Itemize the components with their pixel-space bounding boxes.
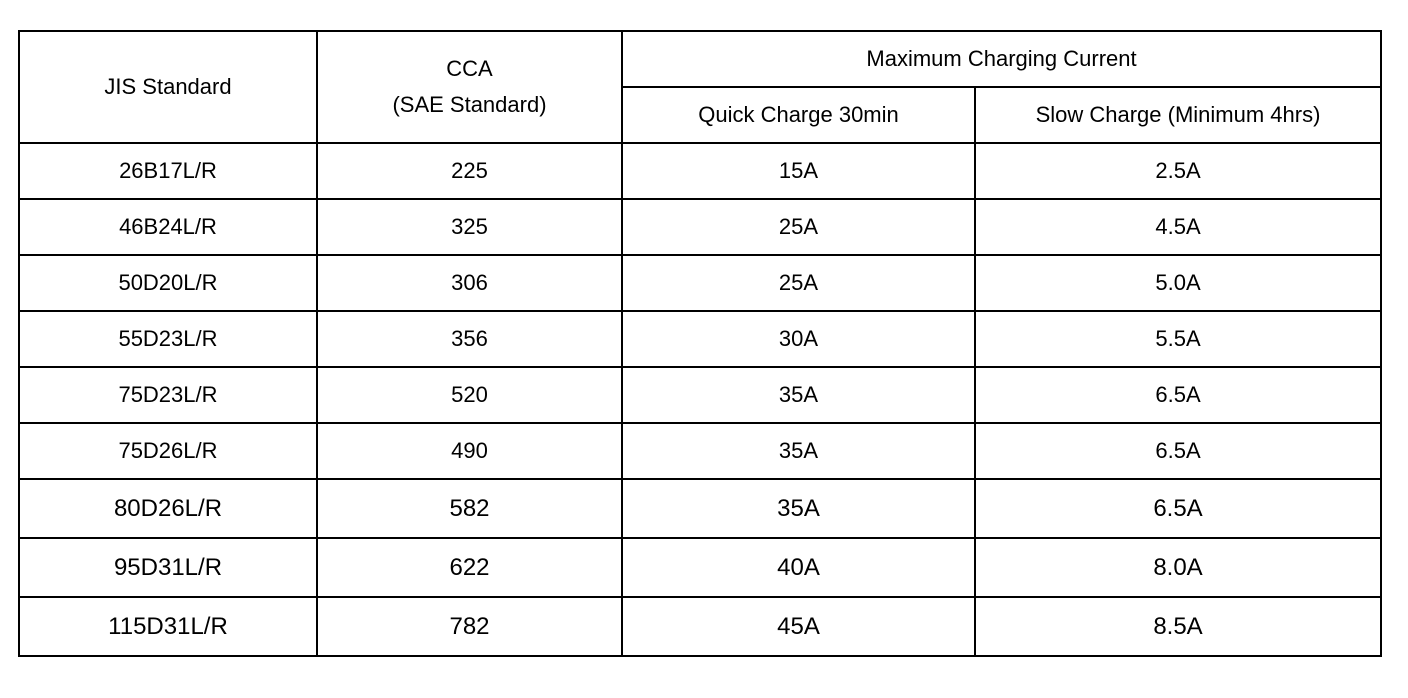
jis-cell: 95D31L/R: [19, 538, 317, 597]
quick-charge-cell: 30A: [622, 311, 975, 367]
cca-header-line2: (SAE Standard): [392, 92, 547, 117]
quick-charge-cell: 35A: [622, 367, 975, 423]
slow-charge-cell: 8.5A: [975, 597, 1381, 656]
slow-charge-cell: 4.5A: [975, 199, 1381, 255]
cca-cell: 490: [317, 423, 622, 479]
cca-header-line1: CCA: [446, 56, 493, 81]
battery-spec-table: [18, 30, 1382, 657]
slow-charge-cell: 2.5A: [975, 143, 1381, 199]
quick-charge-cell: 35A: [622, 423, 975, 479]
table-row: [19, 199, 1381, 255]
jis-cell: 55D23L/R: [19, 311, 317, 367]
table-row: [19, 597, 1381, 656]
jis-cell: 80D26L/R: [19, 479, 317, 538]
quick-charge-header: Quick Charge 30min: [622, 87, 975, 143]
slow-charge-cell: 5.5A: [975, 311, 1381, 367]
jis-standard-header: JIS Standard: [19, 31, 317, 143]
slow-charge-cell: 5.0A: [975, 255, 1381, 311]
cca-header: [317, 31, 622, 143]
cca-cell: 622: [317, 538, 622, 597]
cca-cell: 306: [317, 255, 622, 311]
quick-charge-cell: 40A: [622, 538, 975, 597]
max-charging-current-header: Maximum Charging Current: [622, 31, 1381, 87]
cca-cell: 582: [317, 479, 622, 538]
header-row: [19, 31, 1381, 87]
table-row: [19, 143, 1381, 199]
slow-charge-cell: 6.5A: [975, 423, 1381, 479]
quick-charge-cell: 15A: [622, 143, 975, 199]
quick-charge-cell: 25A: [622, 255, 975, 311]
table-row: [19, 423, 1381, 479]
cca-cell: 225: [317, 143, 622, 199]
table-row: [19, 538, 1381, 597]
cca-cell: 325: [317, 199, 622, 255]
jis-cell: 26B17L/R: [19, 143, 317, 199]
quick-charge-cell: 45A: [622, 597, 975, 656]
slow-charge-cell: 6.5A: [975, 479, 1381, 538]
slow-charge-header: Slow Charge (Minimum 4hrs): [975, 87, 1381, 143]
quick-charge-cell: 25A: [622, 199, 975, 255]
table-row: [19, 479, 1381, 538]
jis-cell: 75D23L/R: [19, 367, 317, 423]
cca-cell: 356: [317, 311, 622, 367]
table-row: [19, 311, 1381, 367]
slow-charge-cell: 8.0A: [975, 538, 1381, 597]
cca-cell: 782: [317, 597, 622, 656]
jis-cell: 75D26L/R: [19, 423, 317, 479]
table-row: [19, 255, 1381, 311]
jis-cell: 115D31L/R: [19, 597, 317, 656]
table-row: [19, 367, 1381, 423]
quick-charge-cell: 35A: [622, 479, 975, 538]
slow-charge-cell: 6.5A: [975, 367, 1381, 423]
jis-cell: 50D20L/R: [19, 255, 317, 311]
cca-cell: 520: [317, 367, 622, 423]
jis-cell: 46B24L/R: [19, 199, 317, 255]
